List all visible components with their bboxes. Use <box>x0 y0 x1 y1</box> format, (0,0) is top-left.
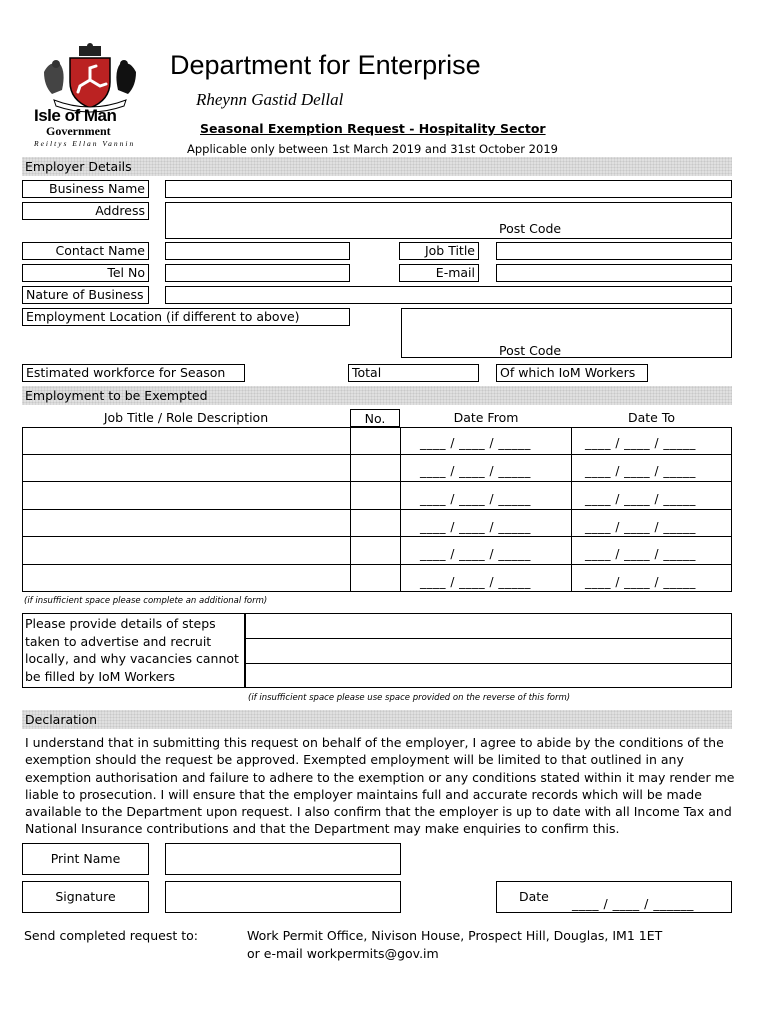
contact-name-label: Contact Name <box>22 242 149 260</box>
col-role-header: Job Title / Role Description <box>103 410 269 425</box>
declaration-date-field[interactable]: ____ / ____ / ______ <box>572 896 694 911</box>
logo-text-sub: Government <box>46 124 111 138</box>
employment-location-label: Employment Location (if different to above) <box>22 308 350 326</box>
logo-text-main: Isle of Man <box>34 106 117 125</box>
government-logo <box>30 42 150 154</box>
date-from-field[interactable]: ____ / ____ / _____ <box>420 464 531 478</box>
address-post-code-label: Post Code <box>499 221 562 236</box>
exempted-note: (if insufficient space please complete an additional form) <box>24 596 268 606</box>
date-from-field[interactable]: ____ / ____ / _____ <box>420 520 531 534</box>
date-to-field[interactable]: ____ / ____ / _____ <box>585 520 696 534</box>
print-name-label: Print Name <box>50 851 121 866</box>
email-label: E-mail <box>399 264 479 282</box>
coat-of-arms-icon <box>30 42 150 114</box>
col-from-header: Date From <box>453 410 519 425</box>
declaration-text: I understand that in submitting this request on behalf of the employer, I agree to abide by the conditions of the exemption should the request be approved. Exempted employment will be limited to that outlined in any exemption authorisation and failure to adhere to the exemption or any conditions stated within it may render me liable to prosecution. I will ensure that the employer maintains full and accurate records which will be made available to the Department upon request. I also confirm that the employer is up to date with all Income Tax and National Insurance contributions and that the Department may make enquiries to confirm this. <box>25 735 735 837</box>
steps-note: (if insufficient space please use space provided on the reverse of this form) <box>248 693 571 703</box>
signature-label: Signature <box>55 889 116 904</box>
table-row[interactable] <box>22 427 732 454</box>
date-from-field[interactable]: ____ / ____ / _____ <box>420 575 531 589</box>
table-row[interactable] <box>22 564 732 592</box>
col-to-header: Date To <box>627 410 675 425</box>
location-post-code-label: Post Code <box>499 343 562 358</box>
send-email[interactable]: or e-mail workpermits@gov.im <box>247 946 439 961</box>
employer-details-heading: Employer Details <box>22 157 732 176</box>
nature-of-business-label: Nature of Business <box>22 286 149 304</box>
print-name-input[interactable] <box>165 843 401 875</box>
table-row[interactable] <box>22 454 732 481</box>
date-to-field[interactable]: ____ / ____ / _____ <box>585 464 696 478</box>
employment-exempted-heading: Employment to be Exempted <box>22 386 732 405</box>
total-label: Total <box>348 364 479 382</box>
job-title-label: Job Title <box>399 242 479 260</box>
date-to-field[interactable]: ____ / ____ / _____ <box>585 547 696 561</box>
estimated-workforce-label: Estimated workforce for Season <box>22 364 245 382</box>
department-manx-title: Rheynn Gastid Dellal <box>196 90 344 109</box>
steps-details-input[interactable] <box>245 613 732 688</box>
date-label: Date <box>519 889 549 904</box>
form-title: Seasonal Exemption Request - Hospitality Sector <box>200 121 546 136</box>
table-row[interactable] <box>22 481 732 509</box>
steps-details-divider <box>245 638 732 639</box>
signature-input[interactable] <box>165 881 401 913</box>
nature-of-business-input[interactable] <box>165 286 732 304</box>
date-from-field[interactable]: ____ / ____ / _____ <box>420 492 531 506</box>
send-address: Work Permit Office, Nivison House, Prospect Hill, Douglas, IM1 1ET <box>247 928 663 943</box>
job-title-input[interactable] <box>496 242 732 260</box>
date-from-field[interactable]: ____ / ____ / _____ <box>420 436 531 450</box>
table-row[interactable] <box>22 509 732 536</box>
business-name-label: Business Name <box>22 180 149 198</box>
date-to-field[interactable]: ____ / ____ / _____ <box>585 436 696 450</box>
email-input[interactable] <box>496 264 732 282</box>
col-no-header-label: No. <box>364 411 386 426</box>
date-to-field[interactable]: ____ / ____ / _____ <box>585 575 696 589</box>
date-to-field[interactable]: ____ / ____ / _____ <box>585 492 696 506</box>
business-name-input[interactable] <box>165 180 732 198</box>
department-title: Department for Enterprise <box>170 50 481 80</box>
address-label: Address <box>22 202 149 220</box>
table-row[interactable] <box>22 536 732 564</box>
address-input[interactable] <box>165 202 732 239</box>
iom-workers-label: Of which IoM Workers <box>496 364 648 382</box>
tel-no-label: Tel No <box>22 264 149 282</box>
date-from-field[interactable]: ____ / ____ / _____ <box>420 547 531 561</box>
employment-location-input[interactable] <box>401 308 732 358</box>
contact-name-input[interactable] <box>165 242 350 260</box>
logo-text-manx: Reiltys Ellan Vannin <box>34 139 136 148</box>
send-label: Send completed request to: <box>24 928 198 943</box>
applicable-dates: Applicable only between 1st March 2019 and 31st October 2019 <box>187 142 558 156</box>
declaration-heading: Declaration <box>22 710 732 729</box>
tel-no-input[interactable] <box>165 264 350 282</box>
steps-prompt: Please provide details of steps taken to advertise and recruit locally, and why vacancies cannot be filled by IoM Workers <box>25 616 239 684</box>
steps-details-divider <box>245 663 732 664</box>
